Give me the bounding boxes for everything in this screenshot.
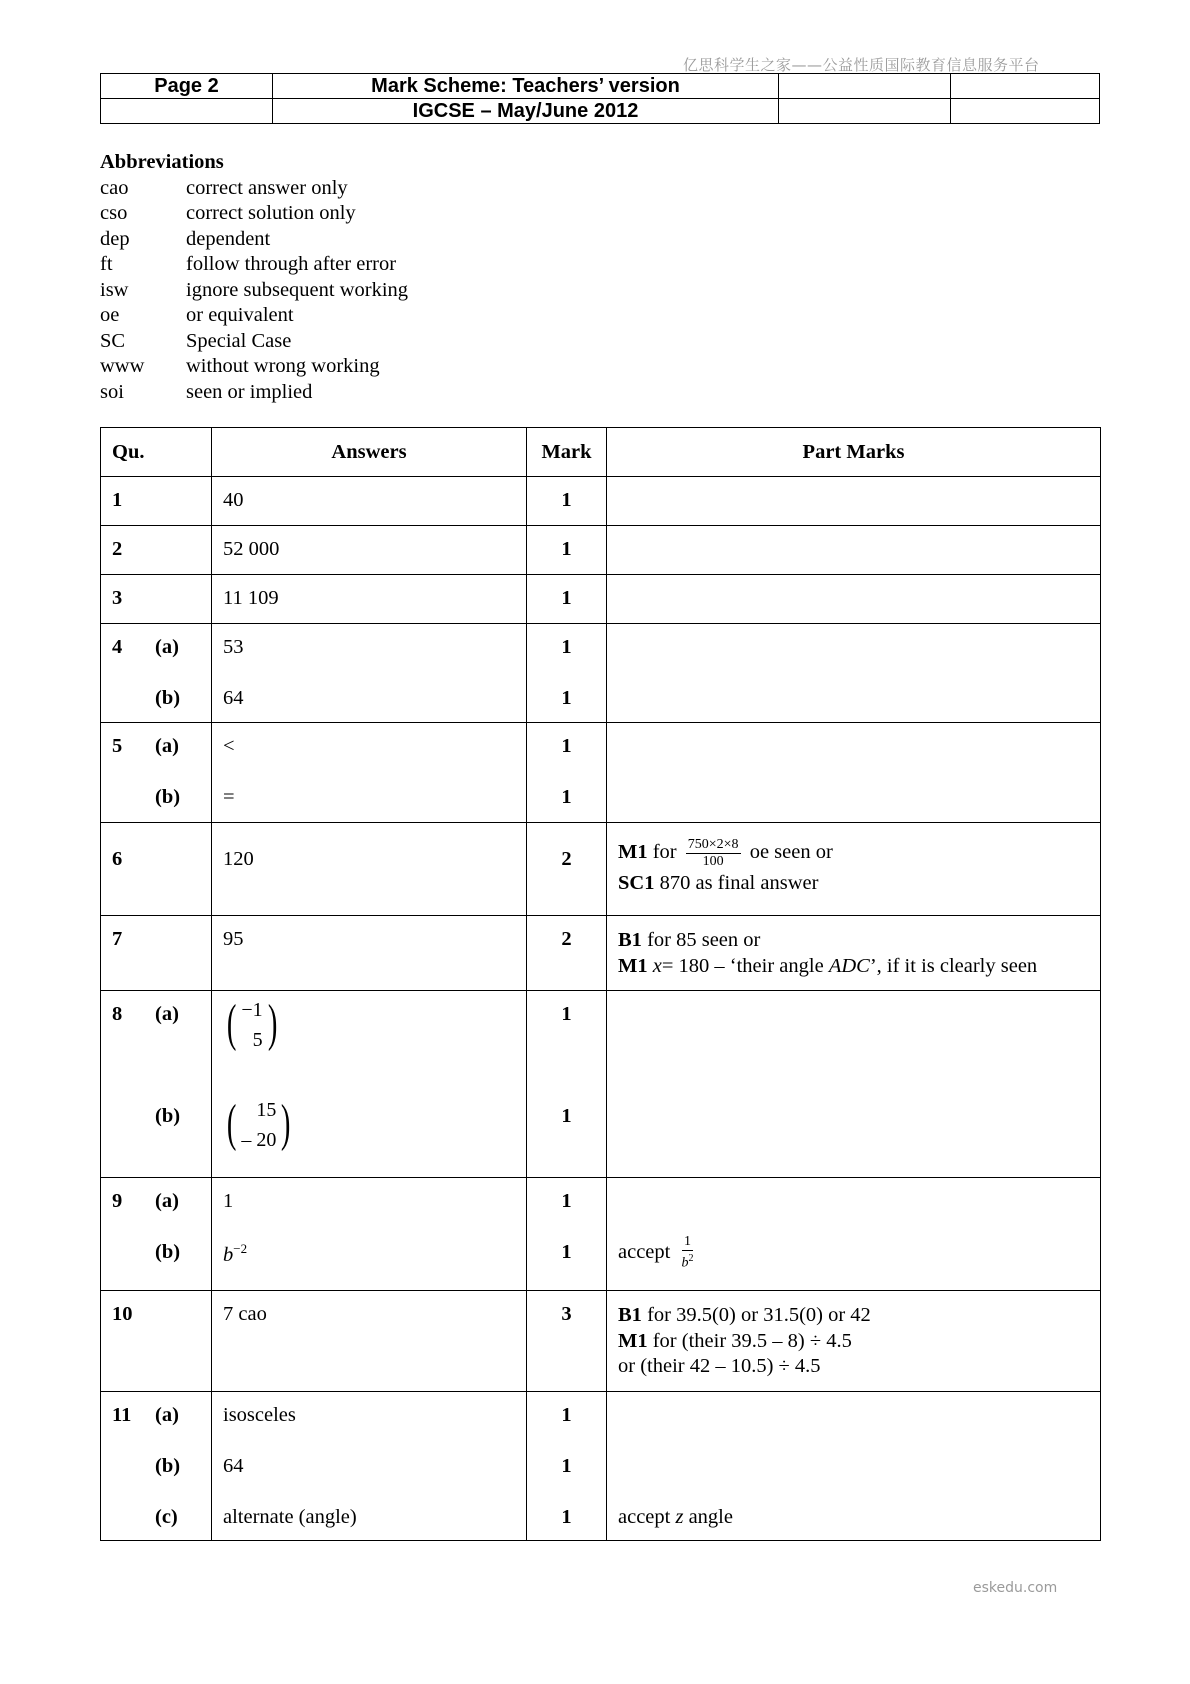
text: accept (618, 1506, 671, 1528)
part-marks-cell (607, 624, 1101, 723)
mark-cell (527, 723, 607, 823)
question-cell (101, 1392, 212, 1541)
question-cell (101, 1291, 212, 1392)
header-mark: Mark (527, 428, 607, 477)
answer-cell (212, 916, 527, 991)
table-row (101, 1392, 1101, 1541)
answer-cell (212, 526, 527, 575)
answer-cell (212, 477, 527, 526)
left-paren: ( (226, 995, 237, 1052)
header-empty-1 (779, 74, 951, 99)
part-marks-line (618, 835, 833, 870)
abbr-code: www (100, 355, 145, 377)
answer: alternate (angle) (223, 1506, 357, 1528)
left-paren: ( (226, 1095, 237, 1152)
answer: 120 (223, 848, 254, 870)
part-marks-cell (607, 477, 1101, 526)
vector-values (240, 1095, 277, 1155)
part-marks (618, 928, 1037, 979)
question-number: 5 (112, 735, 123, 757)
mark-cell (527, 526, 607, 575)
mark-code: B1 (618, 1304, 642, 1326)
fraction-denominator (679, 1251, 695, 1272)
part-marks-cell (607, 575, 1101, 624)
abbr-meaning: ignore subsequent working (186, 278, 409, 301)
mark: 2 (561, 848, 572, 870)
fraction (686, 837, 741, 870)
part-marks (618, 1303, 871, 1380)
part-label: (c) (155, 1506, 178, 1528)
answer: 52 000 (223, 538, 280, 560)
variable: x (652, 954, 662, 977)
abbr-meaning: without wrong working (186, 355, 380, 377)
abbreviation-row (100, 252, 408, 278)
watermark-bottom: eskedu.com (973, 1580, 1058, 1596)
header-exam: IGCSE – May/June 2012 (273, 99, 779, 124)
header-empty-2 (951, 74, 1100, 99)
abbr-code: soi (100, 380, 124, 403)
part-label: (b) (155, 1241, 181, 1263)
question-number: 9 (112, 1190, 123, 1212)
text: accept (618, 1241, 671, 1263)
text: = 180 – ‘their angle (661, 954, 824, 977)
column-vector (223, 995, 281, 1055)
table-row (101, 823, 1101, 916)
table-row (101, 526, 1101, 575)
answer: 95 (223, 928, 244, 950)
variable: z (675, 1506, 684, 1528)
table-row (101, 916, 1101, 991)
abbr-meaning: correct answer only (186, 176, 348, 199)
mark-cell (527, 916, 607, 991)
mark: 3 (561, 1303, 572, 1325)
question-number: 3 (112, 587, 123, 609)
table-row (101, 1178, 1101, 1291)
mark: 1 (561, 786, 572, 808)
mark: 1 (561, 735, 572, 757)
part-marks-cell (607, 823, 1101, 916)
question-number: 10 (112, 1303, 133, 1325)
question-number: 6 (112, 848, 123, 870)
mark: 1 (561, 1506, 572, 1528)
abbr-code: cso (100, 202, 128, 224)
table-row (101, 991, 1101, 1178)
answer (223, 1241, 247, 1267)
mark: 1 (561, 1105, 572, 1127)
part-label: (a) (155, 1003, 179, 1025)
text: ’, if it is clearly seen (869, 954, 1038, 977)
part-marks-cell (607, 1291, 1101, 1392)
answer: 7 cao (223, 1303, 267, 1325)
question-cell (101, 1178, 212, 1291)
part-marks-cell (607, 991, 1101, 1178)
header-title: Mark Scheme: Teachers’ version (273, 74, 779, 99)
answer-cell (212, 823, 527, 916)
mark-cell (527, 1291, 607, 1392)
header-table (100, 73, 1100, 124)
part-marks-cell (607, 723, 1101, 823)
question-number: 2 (112, 538, 123, 560)
abbreviation-row (100, 329, 408, 355)
mark: 2 (561, 928, 572, 950)
answer: 53 (223, 636, 244, 658)
part-marks-line (618, 954, 1037, 980)
fraction-numerator: 1 (683, 1234, 691, 1250)
answer: isosceles (223, 1404, 296, 1426)
answer-cell (212, 991, 527, 1178)
abbr-meaning: or equivalent (186, 304, 294, 326)
mark-code: SC1 (618, 871, 655, 894)
mark-code: B1 (618, 929, 642, 951)
abbreviation-row (100, 227, 408, 253)
mark-code: M1 (618, 841, 648, 863)
vector-top: −1 (241, 999, 263, 1021)
abbr-meaning: correct solution only (186, 202, 356, 224)
abbreviations-title: Abbreviations (100, 151, 224, 173)
text: for (their 39.5 – 8) ÷ 4.5 (652, 1329, 852, 1352)
abbreviation-row (100, 380, 408, 406)
part-marks-line (618, 870, 833, 896)
mark-scheme-table (100, 427, 1101, 1541)
part-label: (b) (155, 786, 181, 808)
abbreviation-row (100, 303, 408, 329)
abbr-code: dep (100, 227, 130, 250)
fraction-denominator: 100 (702, 853, 724, 869)
exponent: −2 (233, 1241, 248, 1256)
abbr-meaning: dependent (186, 227, 271, 250)
part-marks (618, 835, 833, 896)
header-page: Page 2 (101, 74, 273, 99)
mark-cell (527, 575, 607, 624)
text: angle (688, 1506, 733, 1528)
abbreviations (100, 150, 408, 405)
answer-cell (212, 575, 527, 624)
variable: b (681, 1256, 689, 1272)
question-number: 7 (112, 928, 123, 950)
mark: 1 (561, 1241, 572, 1263)
abbreviation-row (100, 176, 408, 202)
header-part-marks: Part Marks (607, 428, 1101, 477)
abbr-code: SC (100, 329, 126, 352)
table-row (101, 624, 1101, 723)
part-marks-cell (607, 1392, 1101, 1541)
abbreviation-row (100, 201, 408, 227)
abbr-meaning: Special Case (186, 329, 292, 352)
right-paren: ) (267, 995, 278, 1052)
question-cell (101, 823, 212, 916)
table-header-row (101, 428, 1101, 477)
part-label: (b) (155, 1105, 181, 1127)
mark: 1 (561, 1404, 572, 1426)
vector-top: 15 (256, 1099, 277, 1121)
abbr-code: isw (100, 278, 129, 301)
part-marks-line (618, 1329, 871, 1355)
mark: 1 (561, 1190, 572, 1212)
part-marks-cell (607, 1178, 1101, 1291)
part-label: (a) (155, 1404, 179, 1426)
abbr-code: ft (100, 253, 113, 275)
mark-code: M1 (618, 1329, 648, 1352)
question-number: 8 (112, 1003, 123, 1025)
part-label: (a) (155, 735, 179, 757)
table-row (101, 575, 1101, 624)
vector-bottom: 5 (252, 1029, 263, 1051)
mark: 1 (561, 1455, 572, 1477)
part-label: (b) (155, 687, 181, 709)
mark-cell (527, 823, 607, 916)
mark-code: M1 (618, 954, 648, 977)
exponent: 2 (688, 1253, 694, 1265)
answer: 11 109 (223, 587, 279, 609)
answer: < (223, 735, 235, 757)
fraction (679, 1234, 695, 1272)
vector-values (240, 995, 263, 1055)
question-number: 11 (112, 1404, 132, 1426)
mark: 1 (561, 587, 572, 609)
table-row (101, 477, 1101, 526)
part-marks-line: or (their 42 – 10.5) ÷ 4.5 (618, 1355, 821, 1377)
table-row (101, 1291, 1101, 1392)
text: for (652, 841, 677, 863)
text: oe seen or (749, 841, 833, 863)
header-empty-3 (101, 99, 273, 124)
part-label: (a) (155, 1190, 179, 1212)
answer-cell (212, 1178, 527, 1291)
answer-cell (212, 723, 527, 823)
part-marks-line (618, 1303, 871, 1329)
fraction-numerator: 750×2×8 (687, 836, 739, 852)
mark: 1 (561, 538, 572, 560)
part-marks (618, 1234, 699, 1272)
part-marks-cell (607, 526, 1101, 575)
abbr-meaning: seen or implied (186, 380, 313, 403)
part-marks (618, 1506, 733, 1529)
mark: 1 (561, 1003, 572, 1025)
mark-cell (527, 991, 607, 1178)
question-cell (101, 624, 212, 723)
part-label: (b) (155, 1455, 181, 1477)
mark: 1 (561, 489, 572, 511)
question-cell (101, 526, 212, 575)
vector-bottom: – 20 (241, 1129, 277, 1151)
right-paren: ) (281, 1095, 291, 1152)
question-cell (101, 916, 212, 991)
abbreviation-row (100, 354, 408, 380)
column-vector (223, 1095, 295, 1155)
question-cell (101, 723, 212, 823)
part-label: (a) (155, 636, 179, 658)
answer: 40 (223, 489, 244, 511)
answer: 64 (223, 1455, 244, 1477)
text: for 39.5(0) or 31.5(0) or 42 (647, 1304, 871, 1326)
abbr-code: oe (100, 304, 120, 326)
text: for 85 seen or (647, 929, 761, 951)
header-qu: Qu. (101, 428, 212, 477)
watermark-top: 亿思科学生之家——公益性质国际教育信息服务平台 (683, 56, 1040, 74)
question-number: 4 (112, 636, 123, 658)
mark-cell (527, 477, 607, 526)
question-cell (101, 991, 212, 1178)
question-number: 1 (112, 489, 123, 511)
answer-cell (212, 1291, 527, 1392)
text: 870 as final answer (659, 871, 819, 894)
abbreviation-row (100, 278, 408, 304)
answer: 64 (223, 687, 244, 709)
table-row (101, 723, 1101, 823)
mark-cell (527, 624, 607, 723)
question-cell (101, 477, 212, 526)
abbr-meaning: follow through after error (186, 253, 397, 275)
header-answers: Answers (212, 428, 527, 477)
part-marks-line (618, 928, 1037, 954)
header-empty-4 (779, 99, 951, 124)
variable: b (223, 1243, 234, 1266)
answer: 1 (223, 1190, 234, 1212)
mark: 1 (561, 636, 572, 658)
part-marks-cell (607, 916, 1101, 991)
abbr-code: cao (100, 176, 129, 199)
answer-cell (212, 624, 527, 723)
header-empty-5 (951, 99, 1100, 124)
mark-cell (527, 1392, 607, 1541)
variable: ADC (828, 954, 870, 977)
answer-cell (212, 1392, 527, 1541)
answer: = (223, 786, 235, 808)
mark-cell (527, 1178, 607, 1291)
question-cell (101, 575, 212, 624)
mark: 1 (561, 687, 572, 709)
